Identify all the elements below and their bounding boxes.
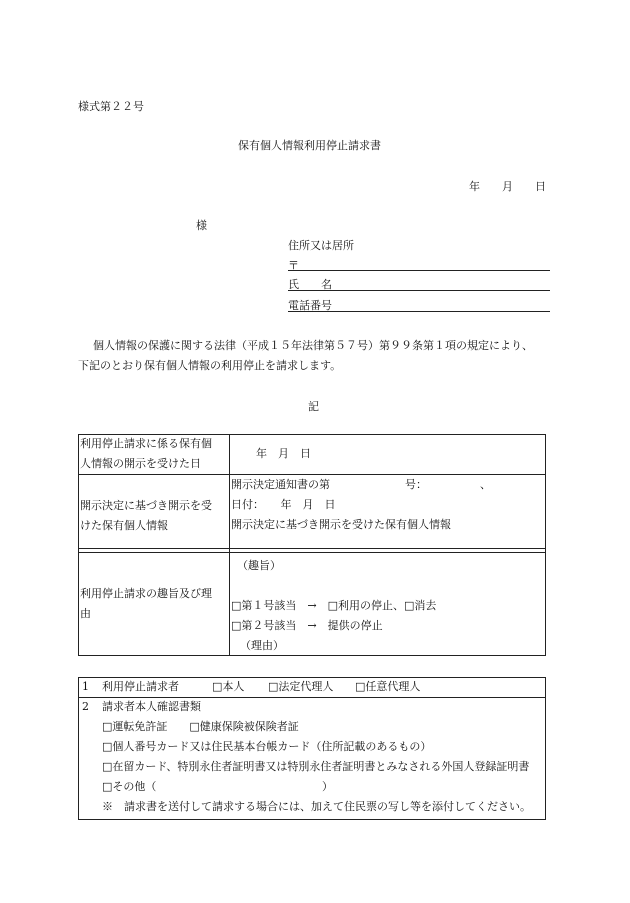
requester-type-label: 利用停止請求者 — [102, 680, 179, 693]
mail-submission-note: ※ 請求書を送付して請求する場合には、加えて住民票の写し等を添付してください。 — [102, 800, 531, 813]
form-number: 様式第２２号 — [78, 100, 144, 113]
id-documents-label: 請求者本人確認書類 — [102, 700, 201, 713]
body-text-line2: 下記のとおり保有個人情報の利用停止を請求します。 — [78, 359, 342, 372]
table1-divider — [229, 434, 230, 655]
row3-label-line2: 由 — [80, 607, 91, 620]
notice-number-field[interactable]: 号： — [405, 478, 427, 491]
address-underline[interactable] — [288, 270, 550, 271]
reason-heading: （理由） — [240, 639, 284, 652]
notice-comma: 、 — [480, 478, 491, 491]
table1-row-sep-2b — [78, 552, 545, 553]
notice-prefix: 開示決定通知書の第 — [231, 478, 330, 491]
postal-mark: 〒 — [288, 259, 299, 272]
date-line: 年 月 日 — [469, 180, 546, 193]
disclosure-date-field[interactable]: 年 月 日 — [256, 447, 311, 460]
id-doc-other-checkbox[interactable]: □その他（ — [102, 780, 157, 793]
row-number-2: 2 — [82, 700, 89, 713]
body-text-line1: 個人情報の保護に関する法律（平成１５年法律第５７号）第９９条第１項の規定により、 — [93, 339, 533, 352]
row1-label-line2: 人情報の開示を受けた日 — [80, 457, 201, 470]
address-label: 住所又は居所 — [288, 239, 354, 252]
disclosed-info-field[interactable]: 開示決定に基づき開示を受けた保有個人情報 — [231, 518, 451, 531]
row3-label-line1: 利用停止請求の趣旨及び理 — [80, 587, 212, 600]
ki-heading: 記 — [308, 400, 319, 413]
addressee-suffix: 様 — [196, 219, 207, 232]
requester-self-checkbox[interactable]: □本人 — [212, 680, 245, 693]
purpose-heading: （趣旨） — [237, 559, 281, 572]
row-number-1: 1 — [82, 680, 89, 693]
row2-label-line1: 開示決定に基づき開示を受 — [80, 499, 212, 512]
phone-label: 電話番号 — [288, 299, 332, 312]
option-item2-checkbox[interactable]: □第２号該当 → 提供の停止 — [231, 619, 383, 632]
table1-row-sep-2a — [78, 548, 545, 549]
name-label: 氏 名 — [288, 278, 332, 291]
option-item1-checkbox[interactable]: □第１号該当 → □利用の停止、□消去 — [231, 599, 437, 612]
requester-voluntary-agent-checkbox[interactable]: □任意代理人 — [355, 680, 421, 693]
id-doc-mynumber-checkbox[interactable]: □個人番号カード又は住民基本台帳カード（住所記載のあるもの） — [102, 740, 432, 753]
requester-legal-agent-checkbox[interactable]: □法定代理人 — [268, 680, 334, 693]
row1-label-line1: 利用停止請求に係る保有個 — [80, 437, 212, 450]
id-doc-license-insurance-checkbox[interactable]: □運転免許証 □健康保険被保険者証 — [102, 720, 299, 733]
name-underline[interactable] — [288, 290, 550, 291]
id-doc-residence-card-checkbox[interactable]: □在留カード、特別永住者証明書又は特別永住者証明書とみなされる外国人登録証明書 — [102, 760, 530, 773]
phone-underline[interactable] — [288, 311, 550, 312]
notice-date-field[interactable]: 日付： 年 月 日 — [231, 498, 336, 511]
id-doc-other-close: ） — [322, 780, 333, 793]
row2-label-line2: けた保有個人情報 — [80, 519, 168, 532]
page-title: 保有個人情報利用停止請求書 — [238, 139, 381, 152]
